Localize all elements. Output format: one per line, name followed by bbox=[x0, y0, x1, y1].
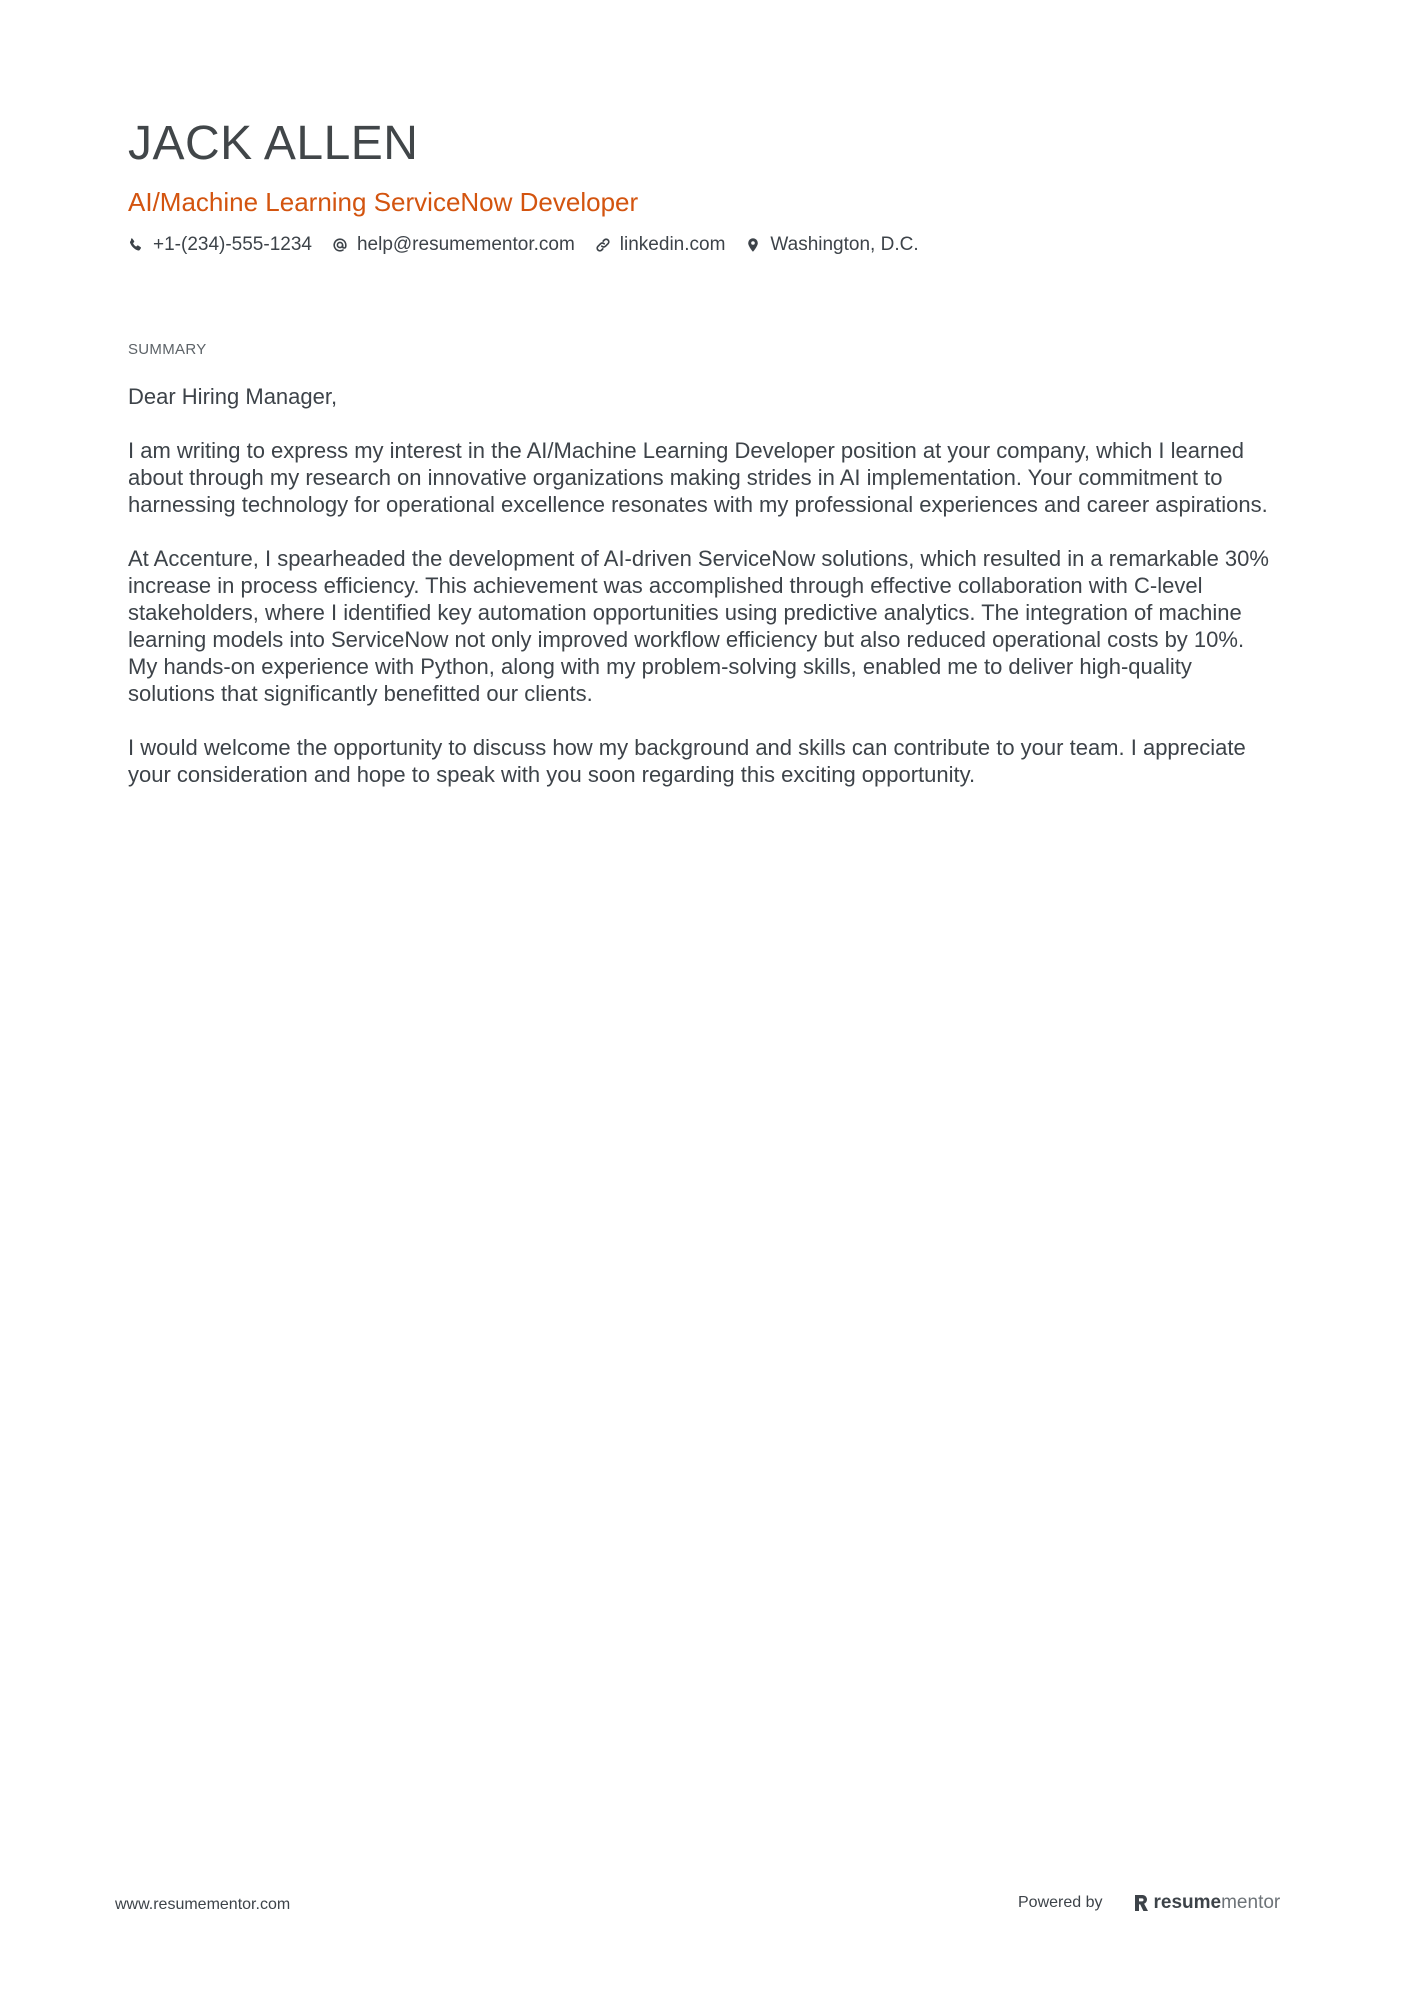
contact-email[interactable] bbox=[332, 232, 575, 258]
contact-location bbox=[745, 232, 918, 258]
summary-heading: SUMMARY bbox=[128, 341, 207, 358]
paragraph-intro: I am writing to express my interest in the AI/Machine Learning Developer position at your company, which I learned about through my research on innovative organizations making strides in AI implementation. Your commitment to harnessing technology for operational excellence resonates with my professional experiences and career aspirations. bbox=[128, 438, 1268, 517]
phone-text: +1-(234)-555-1234 bbox=[153, 234, 312, 255]
footer-branding bbox=[1018, 1888, 1280, 1918]
brand-name-mentor: mentor bbox=[1221, 1892, 1281, 1913]
footer-website[interactable]: www.resumementor.com bbox=[115, 1896, 291, 1913]
salutation: Dear Hiring Manager, bbox=[128, 384, 338, 409]
brand-name-resume: resume bbox=[1153, 1892, 1222, 1913]
location-text: Washington, D.C. bbox=[770, 234, 919, 255]
link-text[interactable]: linkedin.com bbox=[619, 234, 726, 255]
paragraph-experience: At Accenture, I spearheaded the development of AI-driven ServiceNow solutions, which resulted in a remarkable 30% increase in process efficiency. This achievement was accomplished through effective collaboration with C-level stakeholders, where I identified key automation opportunities using predictive analytics. The integration of machine learning models into ServiceNow not only improved workflow efficiency but also reduced operational costs by 10%. My hands-on experience with Python, along with my problem-solving skills, enabled me to deliver high-quality solutions that significantly benefitted our clients. bbox=[128, 546, 1269, 706]
link-icon bbox=[595, 237, 611, 253]
location-pin-icon bbox=[745, 237, 761, 253]
candidate-name: JACK ALLEN bbox=[128, 117, 419, 170]
job-title: AI/Machine Learning ServiceNow Developer bbox=[128, 187, 639, 217]
header bbox=[128, 112, 1288, 258]
contact-link[interactable] bbox=[595, 232, 726, 258]
resumementor-logo-icon bbox=[1133, 1893, 1149, 1913]
contact-phone bbox=[128, 232, 312, 258]
phone-icon bbox=[128, 237, 144, 253]
letter-body bbox=[128, 383, 1278, 815]
email-text[interactable]: help@resumementor.com bbox=[356, 234, 575, 255]
at-icon bbox=[332, 237, 348, 253]
contact-bar bbox=[128, 232, 1288, 258]
paragraph-closing: I would welcome the opportunity to discuss how my background and skills can contribute to your team. I appreciate your consideration and hope to speak with you soon regarding this exciting opportunity. bbox=[128, 735, 1246, 787]
powered-by-text: Powered by bbox=[1018, 1894, 1103, 1911]
